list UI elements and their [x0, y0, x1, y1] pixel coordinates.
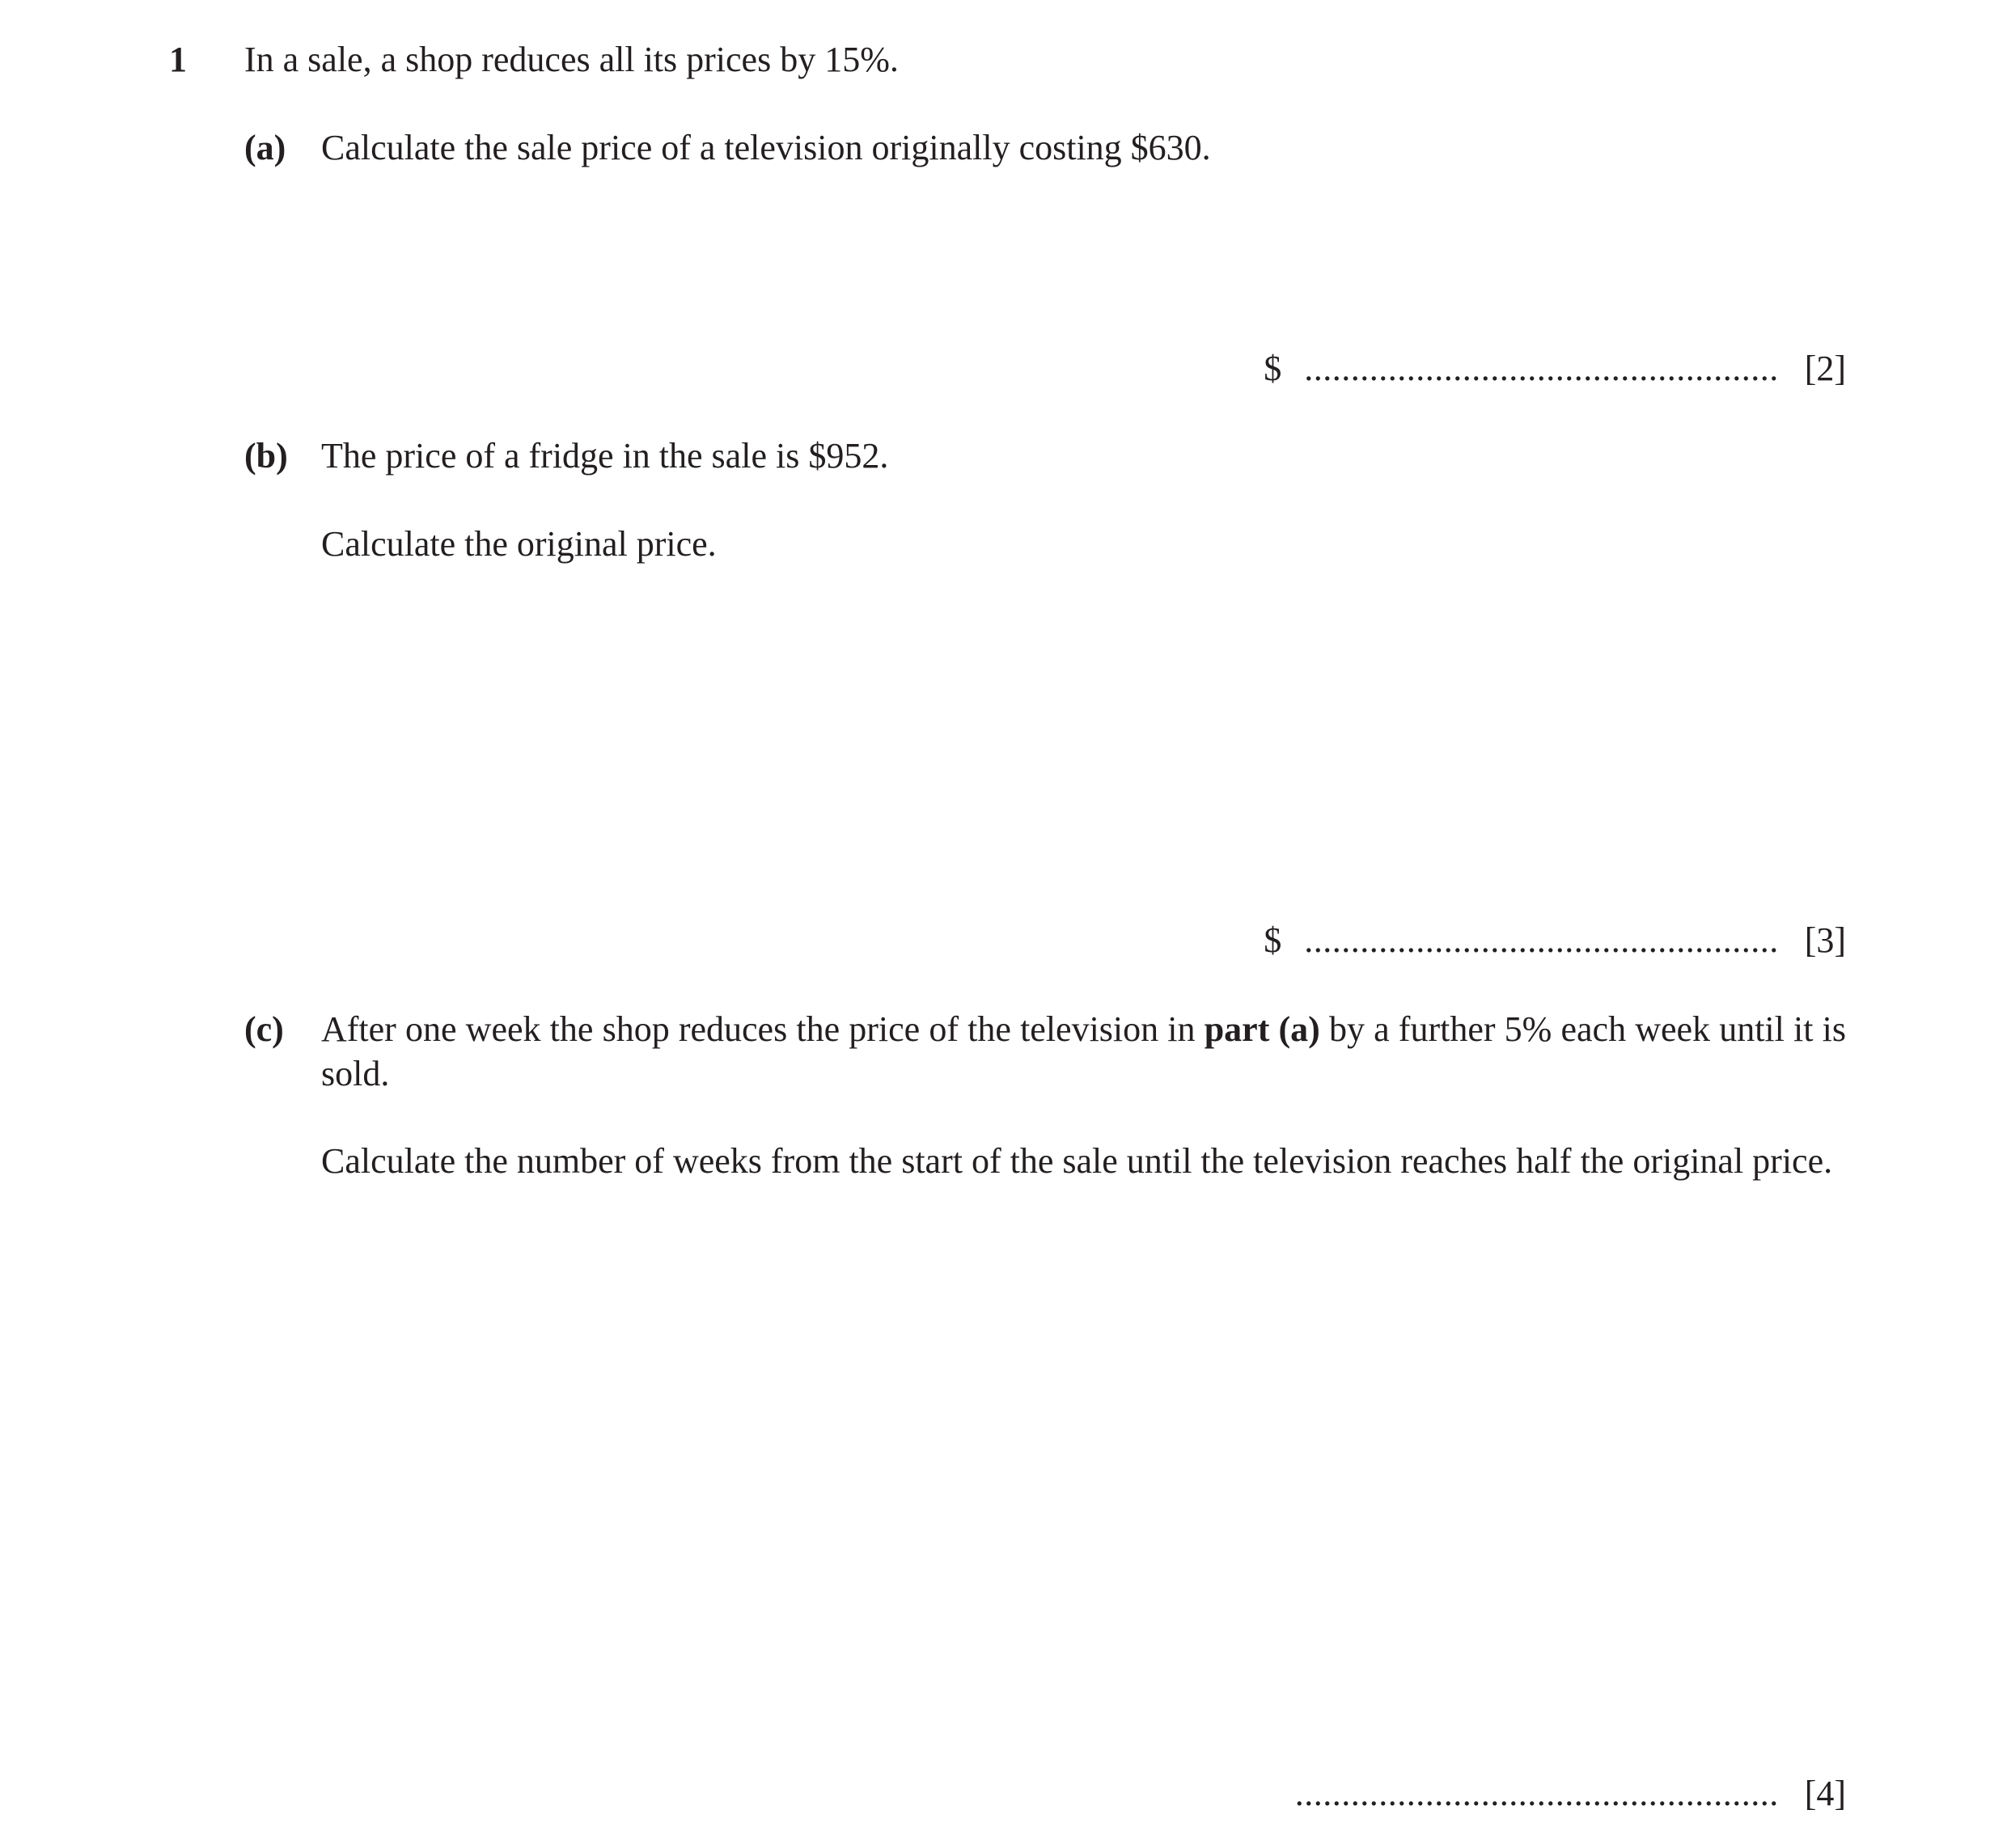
- part-b-instruction: Calculate the original price.: [321, 524, 717, 564]
- part-b-answer-line[interactable]: [1264, 918, 1846, 962]
- part-b-currency-symbol: $: [1264, 920, 1282, 960]
- part-a-marks: [2]: [1804, 349, 1846, 388]
- question-number: 1: [169, 40, 187, 79]
- part-c-answer-line[interactable]: [1295, 1771, 1846, 1816]
- part-c-text: [321, 1007, 1846, 1096]
- part-a-answer-dots[interactable]: ...................................................: [1304, 349, 1779, 388]
- part-b-answer-dots[interactable]: ...................................................: [1304, 920, 1779, 960]
- part-a-label: (a): [244, 128, 286, 167]
- part-c-answer-dots[interactable]: ....................................................: [1294, 1774, 1779, 1813]
- part-c-text-start: After one week the shop reduces the price of the television in: [321, 1009, 1205, 1049]
- part-a-text: Calculate the sale price of a television originally costing $630.: [321, 128, 1211, 167]
- part-c-label: (c): [244, 1009, 284, 1049]
- part-c-marks: [4]: [1804, 1774, 1846, 1813]
- question-stem: In a sale, a shop reduces all its prices by 15%.: [244, 40, 899, 79]
- part-c-instruction: Calculate the number of weeks from the start of the sale until the television reaches half the original price.: [321, 1141, 1833, 1181]
- part-b-marks: [3]: [1804, 920, 1846, 960]
- part-b-label: (b): [244, 436, 288, 476]
- part-b-text: The price of a fridge in the sale is $952.: [321, 436, 889, 476]
- part-a-answer-line[interactable]: [1264, 346, 1846, 391]
- part-c-text-end: by a further 5% each week until it is sold.: [321, 1009, 1846, 1093]
- part-a-currency-symbol: $: [1264, 349, 1282, 388]
- part-c-bold-reference: part (a): [1204, 1009, 1320, 1049]
